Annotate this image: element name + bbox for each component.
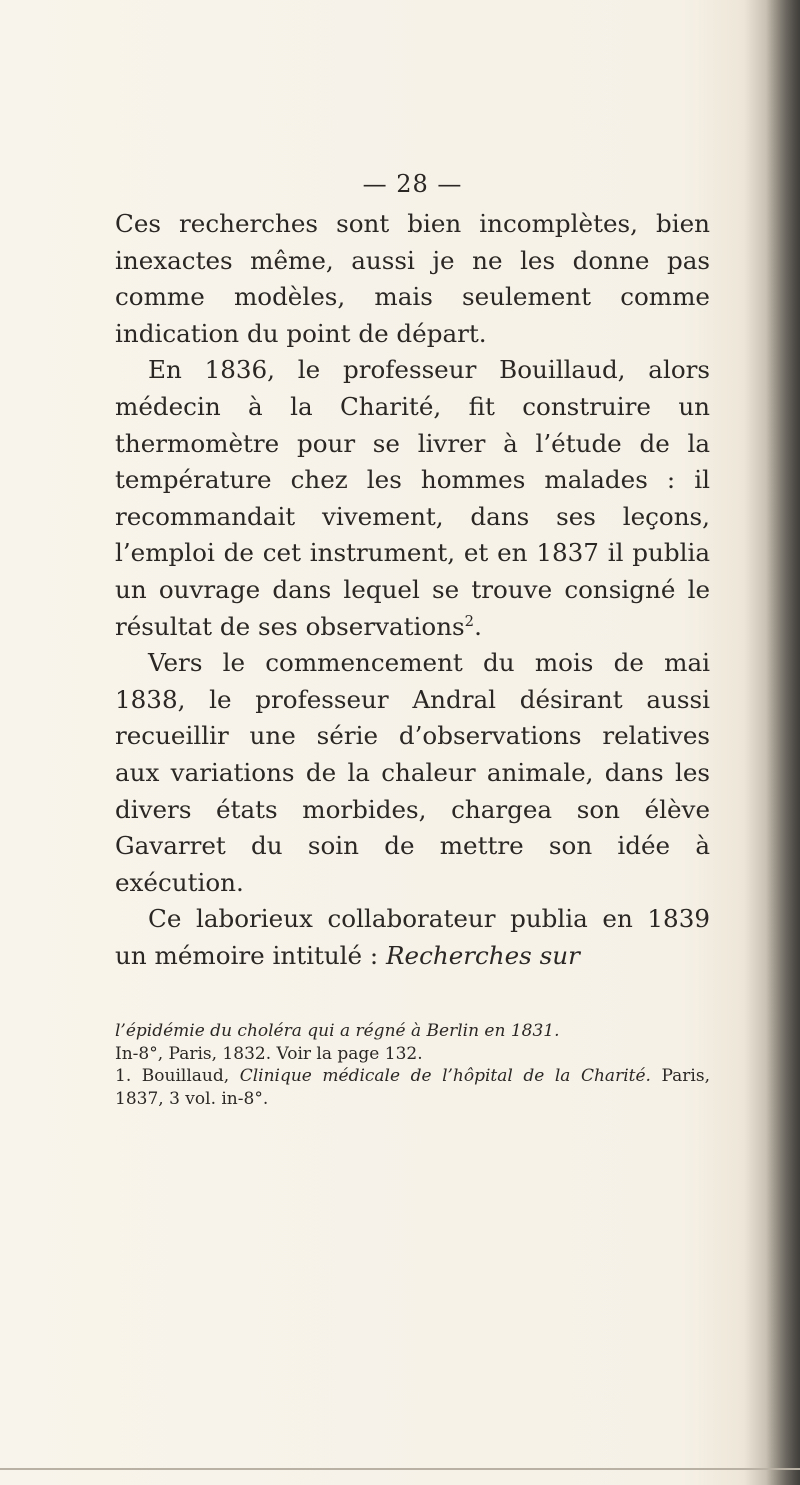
footnote-1-author: Bouillaud, [141, 1066, 230, 1087]
paragraph-4 [115, 901, 710, 974]
paragraph-2-text: En 1836, le professeur Bouillaud, alors médecin à la Charité, fit construire un thermomètre pour se livrer à l’étude de la température chez les hommes malades : il recommandait vivement, dans ses leçons, l’emploi de cet instrument, et en 1837 il publia un ouvrage dans lequel se trouve consigné le résultat de ses observations [115, 355, 710, 641]
footnote-1-label: 1. [115, 1066, 132, 1087]
work-title: Recherches sur [386, 940, 580, 970]
page-number: — 28 — [362, 170, 463, 198]
footnote-continuation [115, 1020, 710, 1065]
page-bottom-edge [0, 1468, 800, 1470]
paragraph-4-text: Ce laborieux collaborateur publia en 1839 un mémoire intitulé : [115, 904, 710, 970]
page-content [115, 170, 710, 1110]
footnote-1-details: Paris, 1837, 3 vol. in-8°. [115, 1066, 710, 1109]
footnote-1 [115, 1065, 710, 1110]
page-edge-shadow [766, 0, 800, 1485]
paragraph-2 [115, 352, 710, 645]
paragraph-2-end: . [474, 611, 482, 641]
footnote-continuation-details: In-8°, Paris, 1832. Voir la page 132. [115, 1043, 423, 1064]
paragraph-3: Vers le commencement du mois de mai 1838, le professeur Andral désirant aussi recueillir une série d’observations relatives aux variations de la chaleur animale, dans les divers états morbides, chargea son élève Gavarret du soin de mettre son idée à exécution. [115, 648, 710, 897]
paragraph-1: Ces recherches sont bien incomplètes, bien inexactes même, aussi je ne les donne pas comme modèles, mais seulement comme indication du point de départ. [115, 209, 710, 348]
main-text [115, 206, 710, 974]
footnote-continuation-title: l’épidémie du choléra qui a régné à Berlin en 1831. [115, 1021, 560, 1042]
footnotes [115, 1020, 710, 1110]
footnote-ref-2: 2 [464, 612, 475, 630]
footnote-1-title: Clinique médicale de l’hôpital de la Charité. [239, 1066, 651, 1087]
